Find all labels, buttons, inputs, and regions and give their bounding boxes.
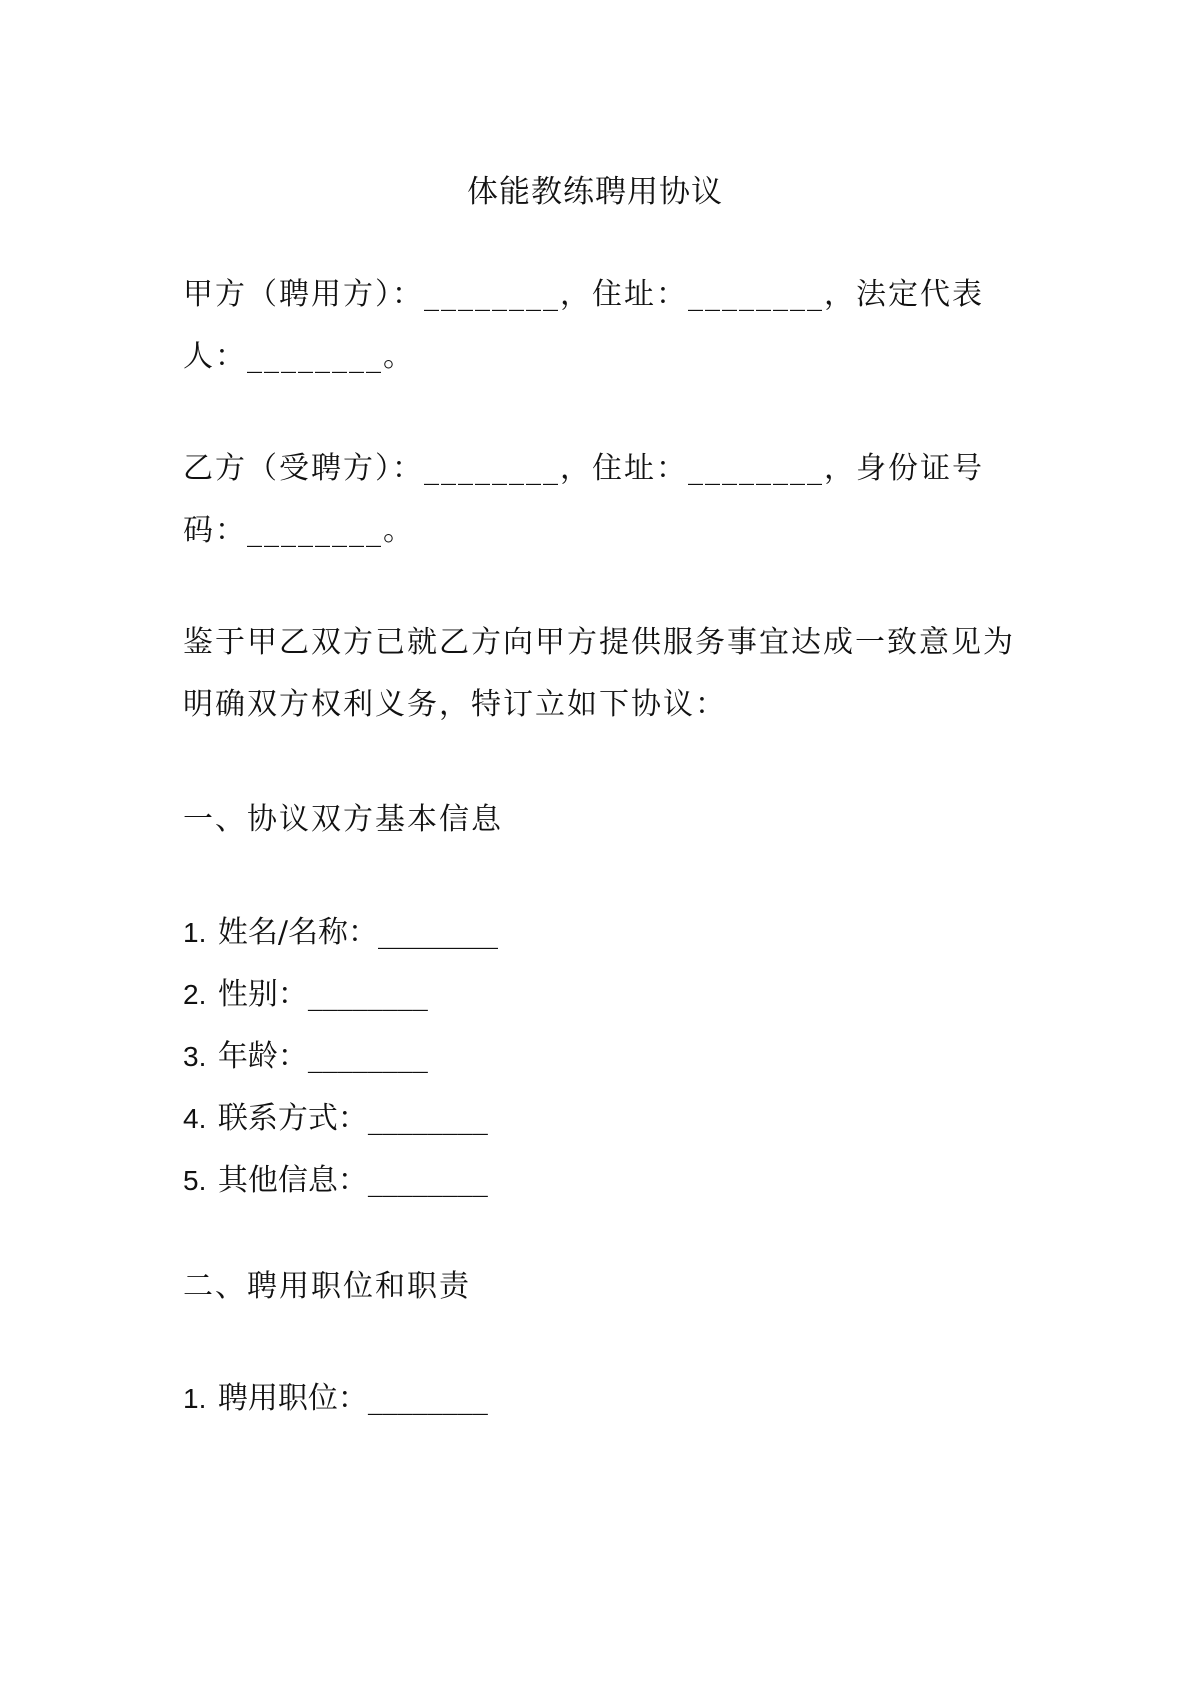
list-item-text: 年龄：________: [217, 1039, 428, 1074]
section-2-list: [183, 1368, 488, 1430]
list-item-number: 2.: [183, 979, 207, 1010]
section-1-list: [183, 902, 498, 1212]
list-item: [183, 1026, 498, 1088]
list-item-text: 姓名/名称：________: [217, 915, 499, 950]
list-item-text: 联系方式：________: [217, 1101, 488, 1136]
document-title: 体能教练聘用协议: [467, 174, 723, 210]
list-item-text: 聘用职位：________: [217, 1381, 488, 1416]
list-item-text: 其他信息：________: [217, 1163, 488, 1198]
list-item: [183, 1368, 488, 1430]
section-1-heading: 一、协议双方基本信息: [183, 802, 503, 837]
list-item: [183, 964, 498, 1026]
list-item: [183, 902, 498, 964]
list-item-number: 3.: [183, 1041, 207, 1072]
party-a-paragraph: 甲方（聘用方）：________，住址：________，法定代表人：________。: [183, 277, 984, 374]
list-item-text: 性别：________: [217, 977, 428, 1012]
list-item-number: 1.: [183, 1383, 207, 1414]
list-item-number: 5.: [183, 1165, 207, 1196]
list-item-number: 1.: [183, 917, 207, 948]
section-2-heading: 二、聘用职位和职责: [183, 1269, 471, 1304]
preamble-paragraph: 鉴于甲乙双方已就乙方向甲方提供服务事宜达成一致意见为明确双方权利义务，特订立如下协议：: [183, 625, 1015, 722]
party-b-paragraph: 乙方（受聘方）：________，住址：________，身份证号码：________。: [183, 451, 984, 548]
list-item: [183, 1150, 498, 1212]
list-item-number: 4.: [183, 1103, 207, 1134]
list-item: [183, 1088, 498, 1150]
